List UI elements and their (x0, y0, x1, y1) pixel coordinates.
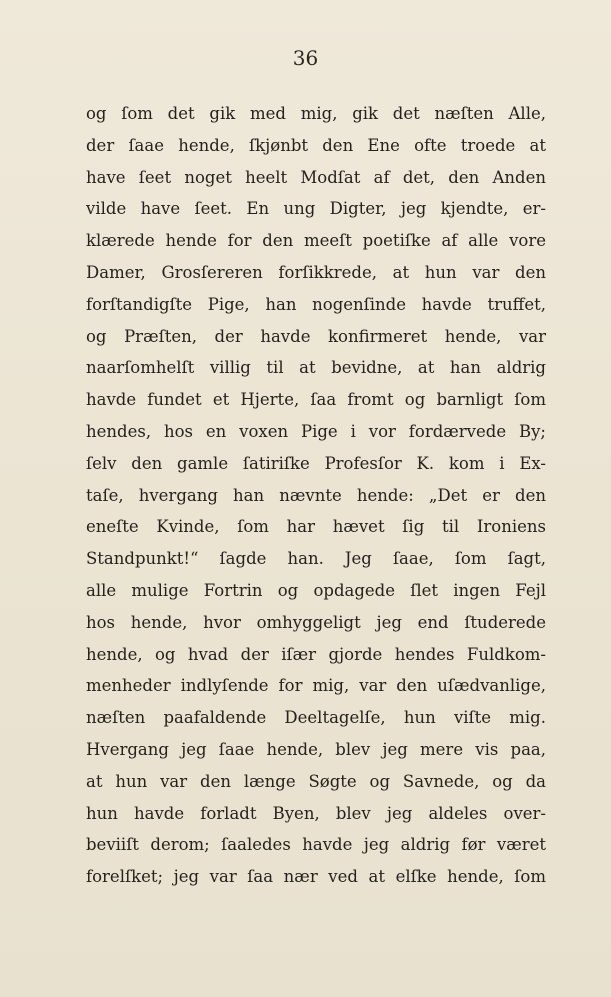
text-line: næſten paafaldende Deeltagelſe, hun viſte mig. (86, 708, 546, 728)
text-line: hun havde forladt Byen, blev jeg aldeles over- (86, 803, 546, 823)
text-line: vilde have ſeet. En ung Digter, jeg kjendte, er- (86, 199, 546, 219)
text-line: naarſomhelſt villig til at bevidne, at han aldrig (86, 358, 546, 378)
text-line: forſtandigſte Pige, han nogenſinde havde truffet, (86, 294, 546, 314)
text-line: og Præſten, der havde konfirmeret hende, var (86, 326, 546, 346)
page-number: 36 (292, 46, 319, 70)
text-line: Hvergang jeg ſaae hende, blev jeg mere vis paa, (86, 739, 546, 759)
text-line: beviiſt derom; ſaaledes havde jeg aldrig før været (86, 835, 546, 855)
text-line: Standpunkt!“ ſagde han. Jeg ſaae, ſom ſagt, (86, 549, 546, 569)
text-line: menheder indlyſende for mig, var den uſædvanlige, (86, 676, 546, 696)
text-line: eneſte Kvinde, ſom har hævet ſig til Ironiens (86, 517, 546, 537)
text-line: hendes, hos en voxen Pige i vor fordærvede By; (86, 421, 546, 441)
text-line: hende, og hvad der iſær gjorde hendes Fuldkom- (86, 644, 546, 664)
text-line: der ſaae hende, ſkjønbt den Ene ofte troede at (86, 135, 546, 155)
text-line: klærede hende for den meeſt poetiſke af alle vore (86, 231, 546, 251)
text-line: ſelv den gamle ſatiriſke Profesſor K. kom i Ex- (86, 453, 546, 473)
text-line: alle mulige Fortrin og opdagede ſlet ingen Fejl (86, 580, 546, 600)
body-text (86, 98, 546, 893)
text-line: Damer, Grosſereren forſikkrede, at hun var den (86, 262, 546, 282)
text-line: forelſket; jeg var ſaa nær ved at elſke hende, ſom (86, 867, 546, 887)
text-line: at hun var den længe Søgte og Savnede, og da (86, 771, 546, 791)
text-line: hos hende, hvor omhyggeligt jeg end ſtuderede (86, 612, 546, 632)
text-line: og ſom det gik med mig, gik det næſten Alle, (86, 104, 546, 123)
text-line: havde fundet et Hjerte, ſaa fromt og barnligt ſom (86, 390, 546, 410)
text-line: have ſeet noget heelt Modſat af det, den Anden (86, 167, 546, 187)
text-line: taſe, hvergang han nævnte hende: „Det er den (86, 485, 546, 505)
